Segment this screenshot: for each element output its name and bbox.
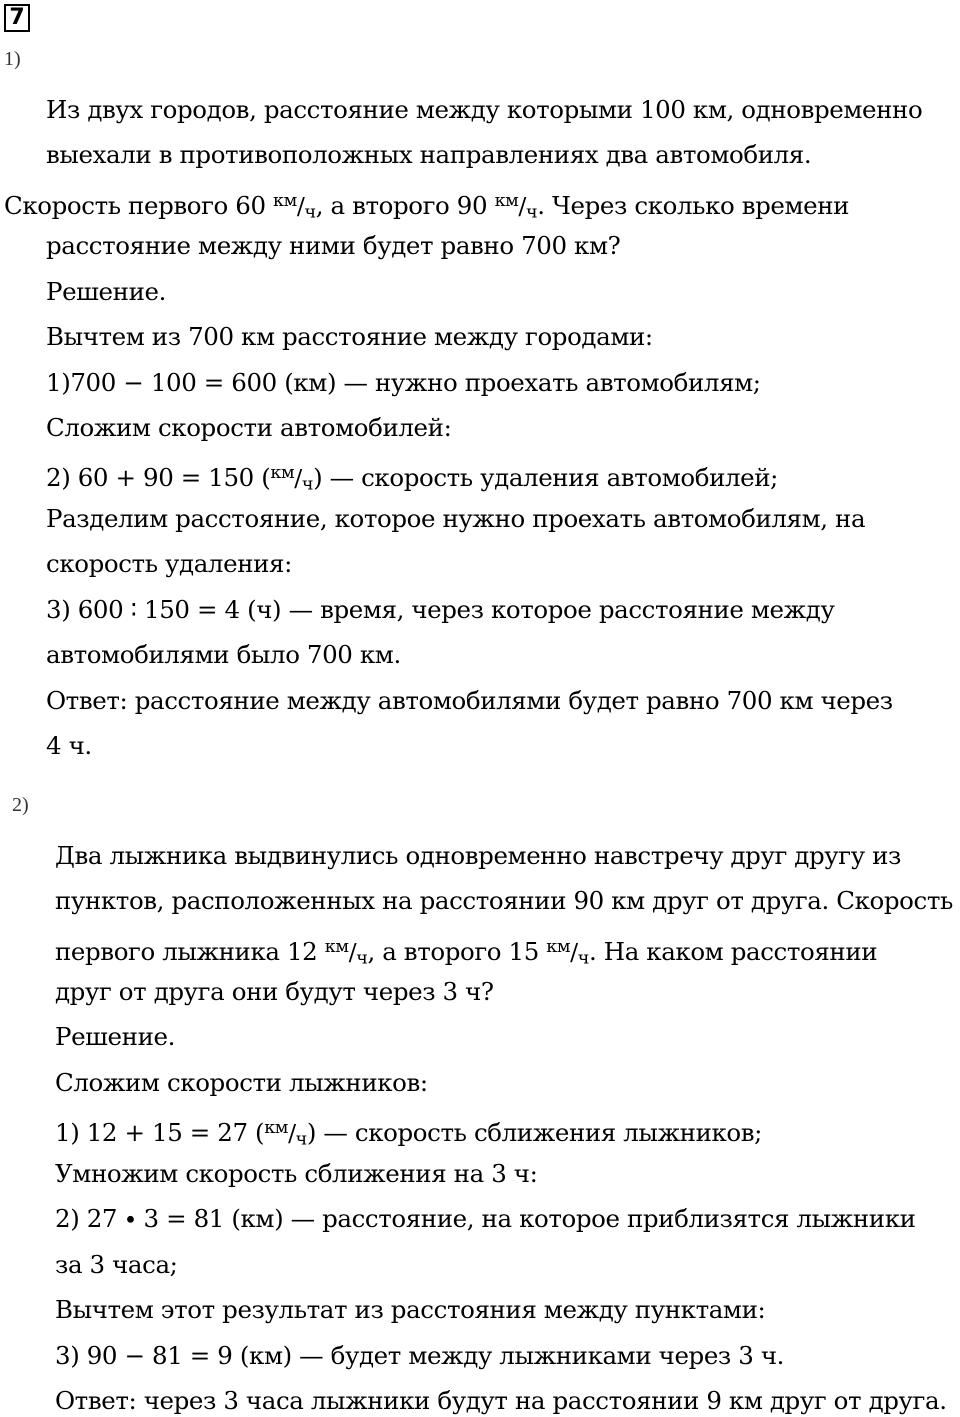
part-2-line-7a: 1) 12 + 15 = 27 (	[55, 1117, 265, 1147]
part-1-line-10: Разделим расстояние, которое нужно проехать автомобилям, на	[46, 504, 866, 533]
speed-unit: $^{км}$/ч	[494, 191, 538, 223]
part-2-line-2: пунктов, расположенных на расстоянии 90 км друг от друга. Скорость	[55, 886, 953, 915]
speed-unit: $^{км}$/ч	[270, 463, 314, 495]
part-2-line-3b: , а второго 15	[367, 936, 539, 966]
part-2-line-13: Ответ: через 3 часа лыжники будут на расстоянии 9 км друг от друга.	[55, 1386, 947, 1415]
part-1-line-15: 4 ч.	[46, 731, 92, 760]
part-1-label: 1)	[4, 48, 21, 70]
part-1-line-2: выехали в противоположных направлениях два автомобиля.	[46, 140, 812, 169]
part-1-line-14: Ответ: расстояние между автомобилями будет равно 700 км через	[46, 686, 893, 715]
part-1-line-9b: ) — скорость удаления автомобилей;	[313, 462, 779, 492]
part-1-line-6: Вычтем из 700 км расстояние между городами:	[46, 322, 653, 351]
part-1-line-9	[46, 458, 778, 499]
part-2-line-10: за 3 часа;	[55, 1250, 178, 1279]
speed-unit: $^{км}$/ч	[546, 937, 589, 969]
part-1-line-1: Из двух городов, расстояние между которыми 100 км, одновременно	[46, 95, 923, 124]
part-2-line-3	[55, 932, 877, 973]
part-1-line-7: 1)700 − 100 = 600 (км) — нужно проехать автомобилям;	[46, 368, 761, 397]
part-1-line-3c: . Через сколько времени	[537, 190, 850, 220]
part-1-line-11: скорость удаления:	[46, 549, 292, 578]
part-2-line-7	[55, 1113, 762, 1154]
part-1-line-3b: , а второго 90	[315, 190, 488, 220]
part-1-line-3a: Скорость первого 60	[4, 190, 266, 220]
part-2-line-4: друг от друга они будут через 3 ч?	[55, 977, 494, 1006]
part-2-line-9: 2) 27 ∙ 3 = 81 (км) — расстояние, на которое приблизятся лыжники	[55, 1204, 916, 1233]
part-2-line-12: 3) 90 − 81 = 9 (км) — будет между лыжниками через 3 ч.	[55, 1341, 785, 1370]
part-2-line-8: Умножим скорость сближения на 3 ч:	[55, 1159, 538, 1188]
part-2-line-7b: ) — скорость сближения лыжников;	[306, 1117, 763, 1147]
part-1-line-12: 3) 600 ∶ 150 = 4 (ч) — время, через которое расстояние между	[46, 595, 835, 624]
part-2-line-3c: . На каком расстоянии	[588, 936, 878, 966]
speed-unit: $^{км}$/ч	[273, 191, 316, 223]
speed-unit: $^{км}$/ч	[324, 937, 368, 969]
part-2-line-6: Сложим скорости лыжников:	[55, 1068, 428, 1097]
part-2-line-1: Два лыжника выдвинулись одновременно навстречу друг другу из	[55, 841, 902, 870]
part-1-line-13: автомобилями было 700 км.	[46, 640, 401, 669]
task-number-box: 7	[4, 4, 30, 32]
part-1-line-8: Сложим скорости автомобилей:	[46, 413, 452, 442]
speed-unit: $^{км}$/ч	[264, 1118, 307, 1150]
part-2-label: 2)	[12, 794, 29, 816]
part-2-line-5: Решение.	[55, 1022, 176, 1051]
part-1-line-9a: 2) 60 + 90 = 150 (	[46, 462, 271, 492]
part-1-line-5: Решение.	[46, 277, 167, 306]
part-2-line-11: Вычтем этот результат из расстояния между пунктами:	[55, 1295, 766, 1324]
part-2-line-3a: первого лыжника 12	[55, 936, 318, 966]
part-1-line-4: расстояние между ними будет равно 700 км?	[46, 231, 621, 260]
part-1-line-3	[4, 186, 849, 227]
